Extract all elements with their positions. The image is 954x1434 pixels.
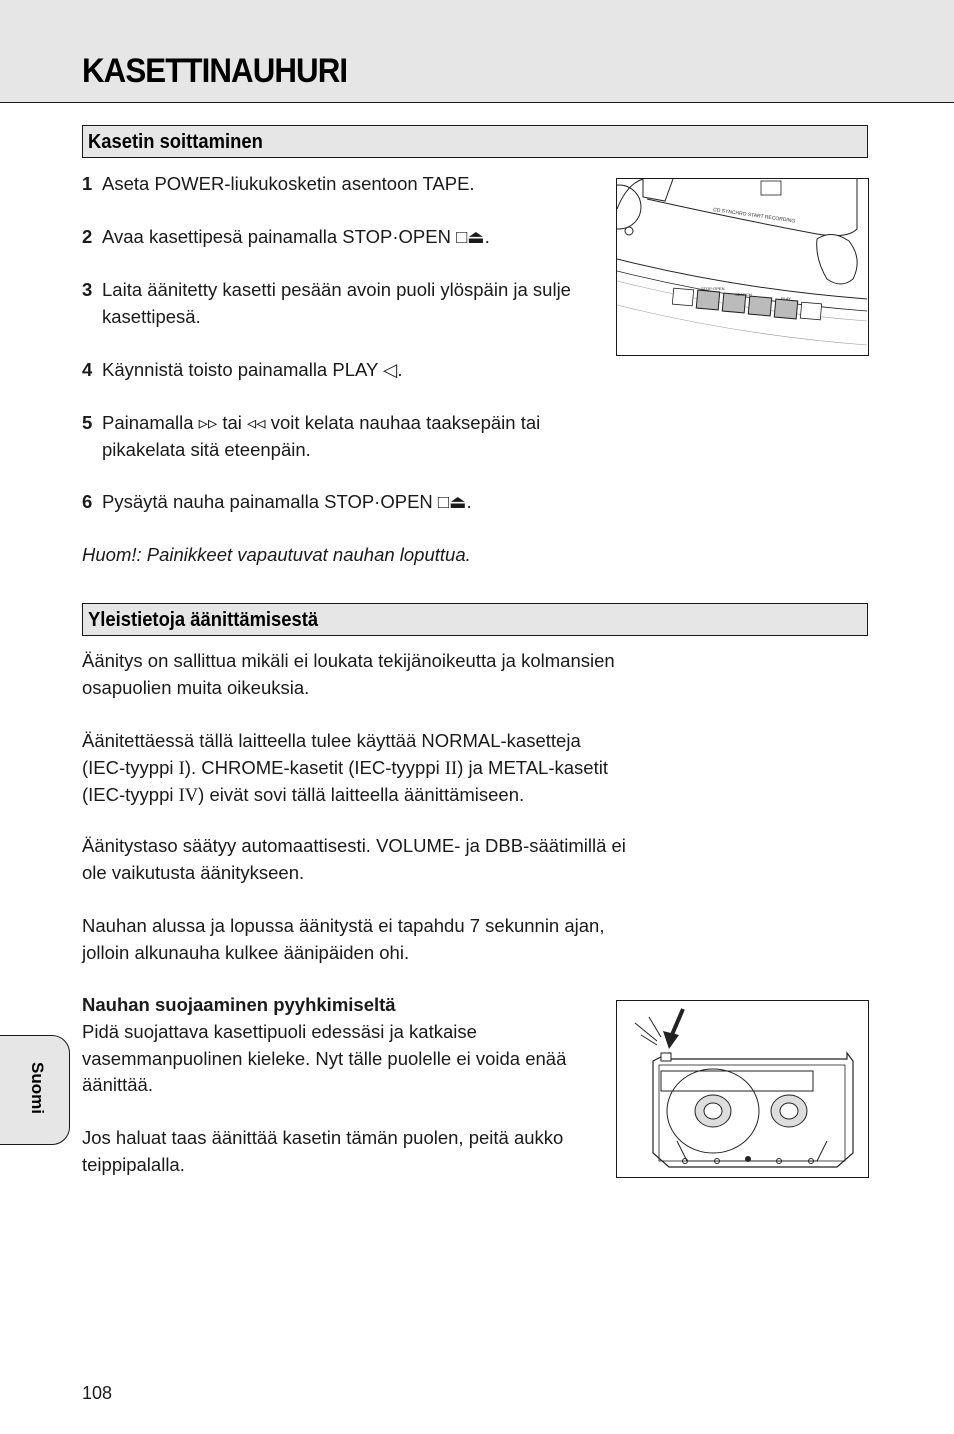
step-5 (82, 410, 622, 463)
step-1 (82, 171, 622, 198)
synchro-label: CD SYNCHRO START RECORDING (712, 207, 796, 225)
step-2 (82, 224, 622, 251)
step-text: Laita äänitetty kasetti pesään avoin puoli ylöspäin ja sulje kasettipesä. (102, 279, 571, 327)
section-header-recording (82, 603, 868, 636)
step-4 (82, 357, 622, 384)
step-6 (82, 489, 622, 516)
step-text: Pysäytä nauha painamalla STOP·OPEN □⏏. (102, 491, 472, 512)
step-number: 1 (82, 173, 93, 194)
step-text: Aseta POWER-liukukosketin asentoon TAPE. (102, 173, 475, 194)
stop-open-label: STOP·OPEN (701, 286, 725, 291)
erase-protection-heading: Nauhan suojaaminen pyyhkimiseltä (82, 994, 396, 1015)
step-3 (82, 277, 582, 330)
recording-paragraph-2: Äänitettäessä tällä laitteella tulee käyttää NORMAL-kasetteja (IEC-tyyppi I). CHROME-kasetit (IEC-tyyppi II) ja METAL-kasetit (IEC-tyyppi IV) eivät sovi tällä laitteella äänittämiseen. (82, 730, 608, 806)
step-number: 6 (82, 491, 93, 512)
recording-paragraph-4: Nauhan alussa ja lopussa äänitystä ei tapahdu 7 sekunnin ajan, jolloin alkunauha kulkee äänipäiden ohi. (82, 915, 605, 963)
step-text: Käynnistä toisto painamalla PLAY ◁. (102, 359, 403, 380)
erase-protection-tape-paragraph: Jos haluat taas äänittää kasetin tämän puolen, peitä aukko teippipalalla. (82, 1127, 564, 1175)
step-text: Avaa kasettipesä painamalla STOP·OPEN □⏏. (102, 226, 490, 247)
deck-drawing (617, 179, 868, 355)
section-title: Yleistietoja äänittämisestä (88, 609, 319, 631)
section-title: Kasetin soittaminen (88, 131, 263, 153)
step-number: 4 (82, 359, 93, 380)
search-label: SEARCH (735, 292, 752, 297)
recording-paragraph-1: Äänitys on sallittua mikäli ei loukata tekijänoikeutta ja kolmansien osapuolien muita oikeuksia. (82, 650, 615, 698)
erase-protection-paragraph: Pidä suojattava kasettipuoli edessäsi ja katkaise vasemmanpuolinen kieleke. Nyt tälle puolelle ei voida enää äänittää. (82, 1021, 567, 1095)
cassette-deck-illustration (616, 178, 869, 356)
note-text: Huom!: Painikkeet vapautuvat nauhan loputtua. (82, 544, 471, 565)
section-header-playback (82, 125, 868, 158)
recording-paragraph-3: Äänitystaso säätyy automaattisesti. VOLUME- ja DBB-säätimillä ei ole vaikutusta äänitykseen. (82, 835, 626, 883)
language-tab-label: Suomi (28, 1062, 47, 1114)
page-number: 108 (82, 1383, 113, 1403)
step-number: 2 (82, 226, 93, 247)
step-number: 3 (82, 279, 93, 300)
step-text: Painamalla ▹▹ tai ◃◃ voit kelata nauhaa taaksepäin tai pikakelata sitä eteenpäin. (102, 412, 541, 460)
cassette-drawing (617, 1001, 868, 1177)
play-label: PLAY (781, 296, 791, 301)
cassette-tab-illustration (616, 1000, 869, 1178)
page-title: KASETTINAUHURI (82, 52, 348, 90)
step-number: 5 (82, 412, 93, 433)
